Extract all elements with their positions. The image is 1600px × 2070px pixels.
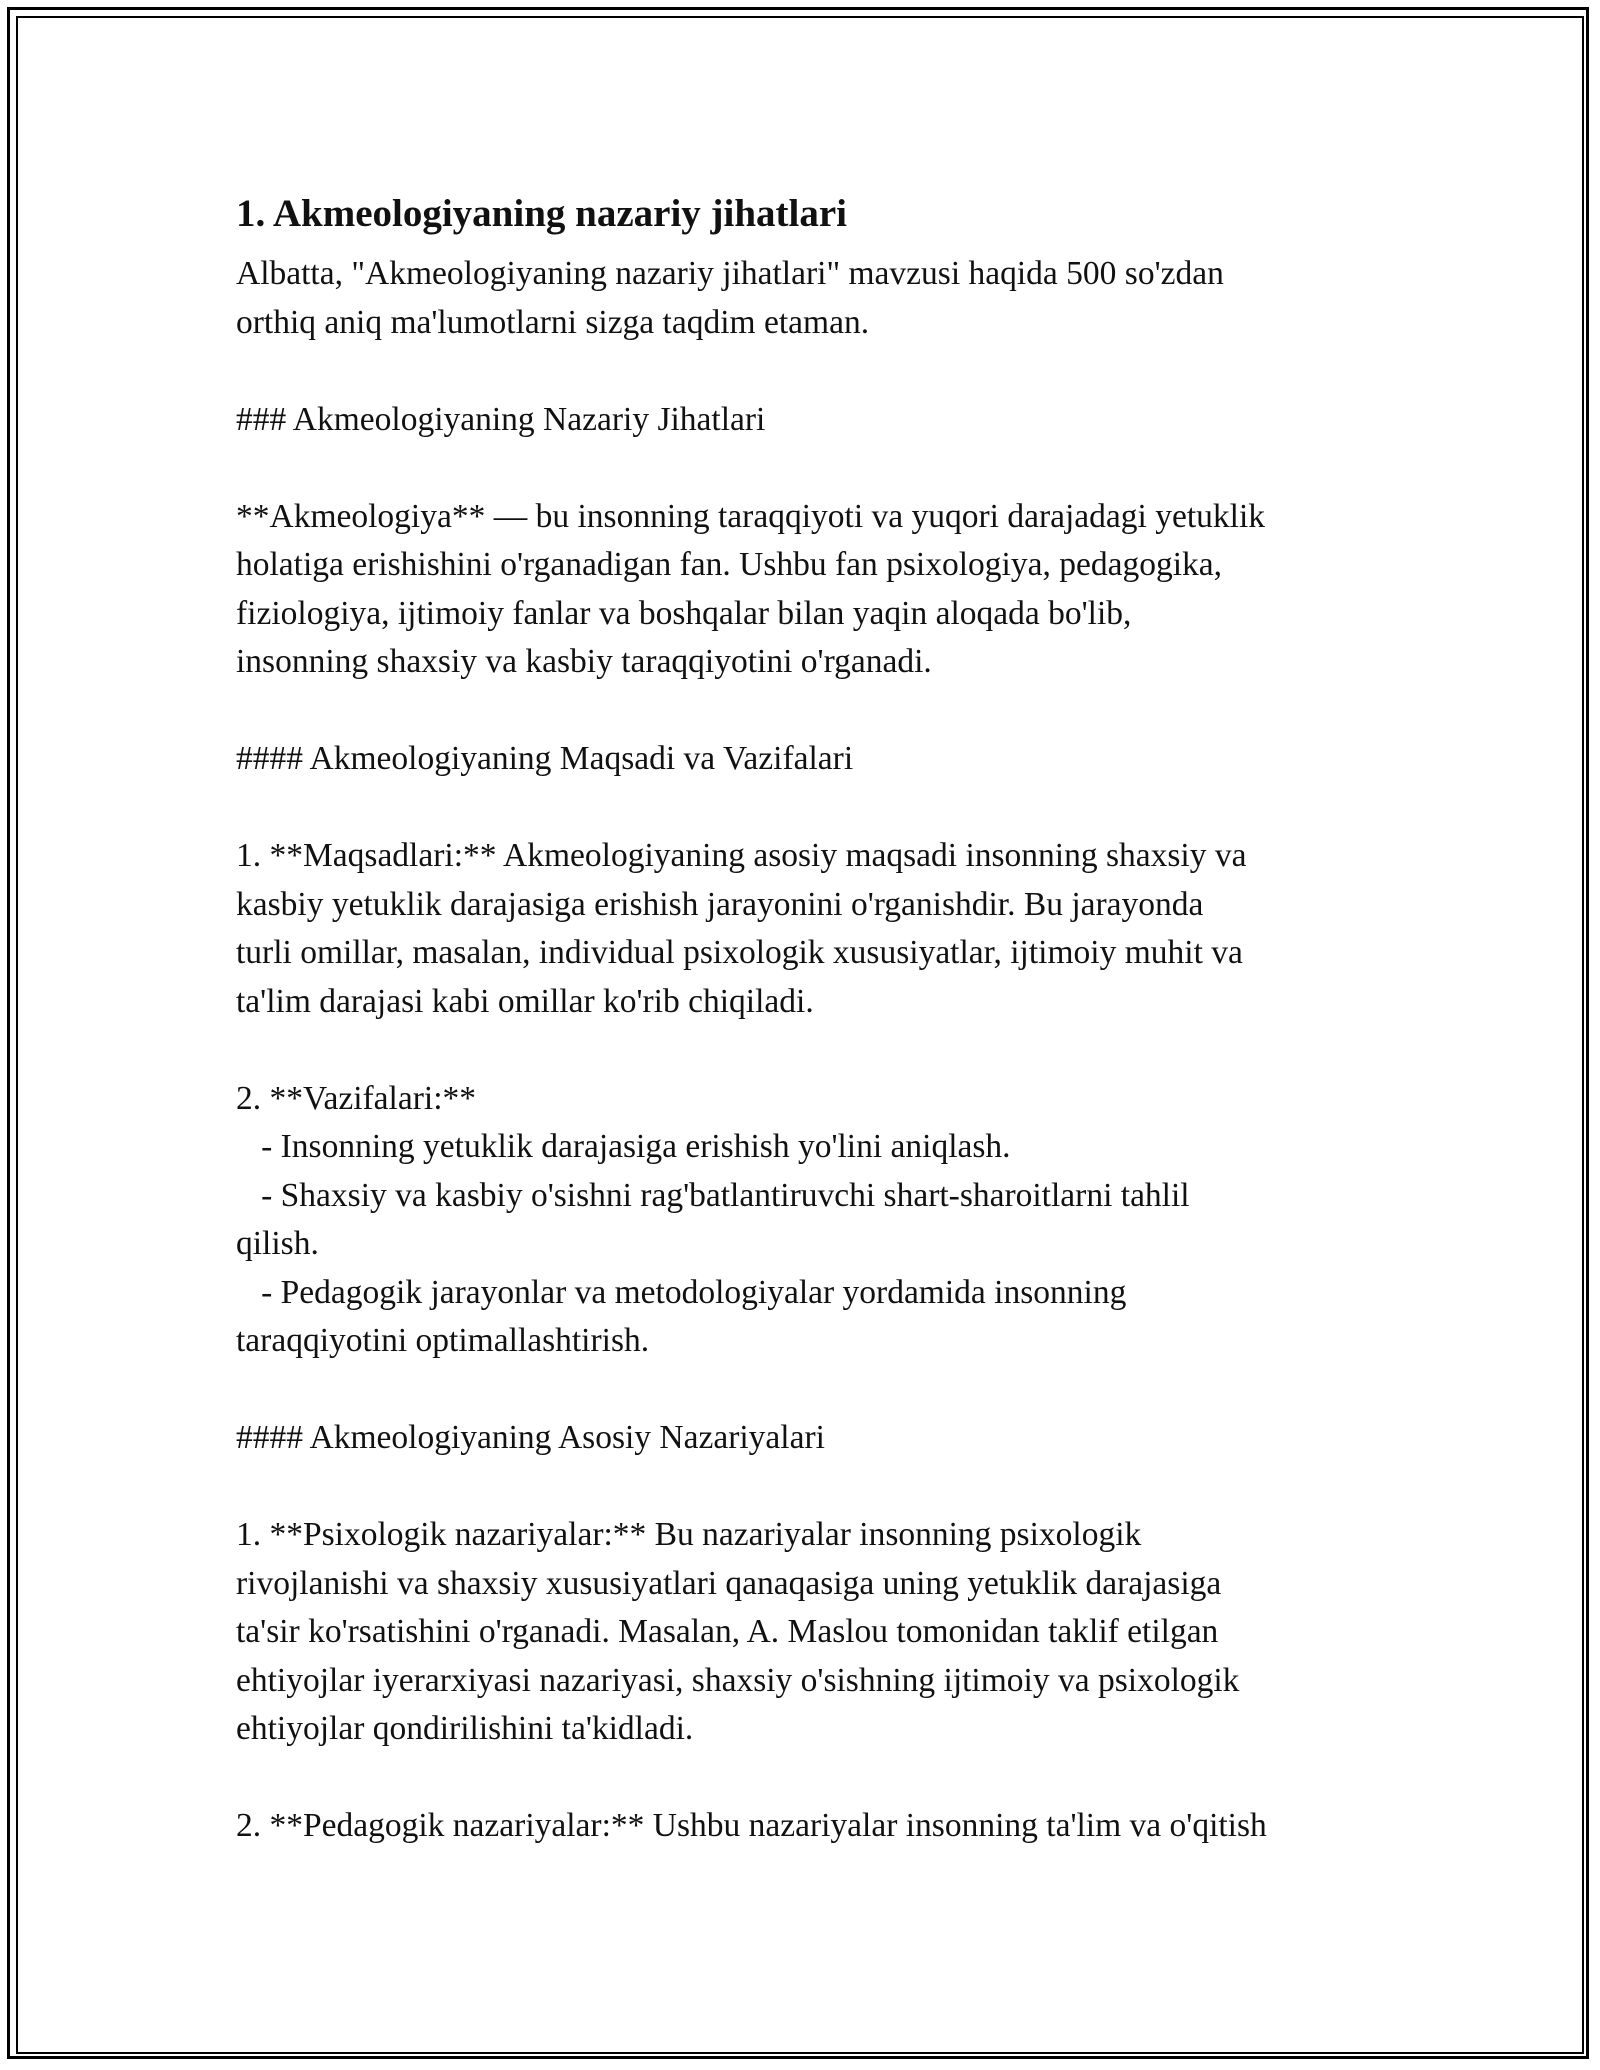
psychological-theories-item: 1. **Psixologik nazariyalar:** Bu nazariyalar insonning psixologik rivojlanishi va shaxsiy xususiyatlari qanaqasiga uning yetuklik darajasiga ta'sir ko'rsatishini o'rganadi. Masalan, A. Maslou tomonidan taklif etilgan ehtiyojlar iyerarxiyasi nazariyasi, shaxsiy o'sishning ijtimoiy va psixologik ehtiyojlar qondirilishini ta'kidladi.: [236, 1516, 1240, 1747]
pedagogical-theories-item: 2. **Pedagogik nazariyalar:** Ushbu nazariyalar insonning ta'lim va o'qitish: [236, 1807, 1267, 1844]
document-body: [236, 184, 1386, 1851]
paragraph-spacer: [236, 1366, 1386, 1415]
definition-paragraph: **Akmeologiya** — bu insonning taraqqiyoti va yuqori darajadagi yetuklik holatiga erishishini o'rganadigan fan. Ushbu fan psixologiya, pedagogika, fiziologiya, ijtimoiy fanlar va boshqalar bilan yaqin aloqada bo'lib, insonning shaxsiy va kasbiy taraqqiyotini o'rganadi.: [236, 497, 1265, 680]
paragraph-spacer: [236, 347, 1386, 396]
paragraph-spacer: [236, 444, 1386, 493]
paragraph-spacer: [236, 1026, 1386, 1075]
intro-paragraph: Albatta, "Akmeologiyaning nazariy jihatlari" mavzusi haqida 500 so'zdan orthiq aniq ma'lumotlarni sizga taqdim etaman.: [236, 255, 1224, 341]
paragraph-spacer: [236, 687, 1386, 736]
goals-list-item: 1. **Maqsadlari:** Akmeologiyaning asosiy maqsadi insonning shaxsiy va kasbiy yetuklik darajasiga erishish jarayonini o'rganishdir. Bu jarayonda turli omillar, masalan, individual psixologik xususiyatlar, ijtimoiy muhit va ta'lim darajasi kabi omillar ko'rib chiqiladi.: [236, 837, 1247, 1020]
section-heading: ### Akmeologiyaning Nazariy Jihatlari: [236, 400, 766, 438]
subsection-heading-theories: #### Akmeologiyaning Asosiy Nazariyalari: [236, 1419, 825, 1456]
paragraph-spacer: [236, 1754, 1386, 1803]
document-title: 1. Akmeologiyaning nazariy jihatlari: [236, 192, 848, 235]
subsection-heading-goals: #### Akmeologiyaning Maqsadi va Vazifalari: [236, 740, 854, 777]
paragraph-spacer: [236, 1463, 1386, 1512]
paragraph-spacer: [236, 784, 1386, 833]
tasks-list-item: 2. **Vazifalari:** - Insonning yetuklik darajasiga erishish yo'lini aniqlash. - Shaxsiy va kasbiy o'sishni rag'batlantiruvchi shart-sharoitlarni tahlil qilish. - Pedagogik jarayonlar va metodologiyalar yordamida insonning taraqqiyotini optimallashtirish.: [236, 1079, 1190, 1359]
